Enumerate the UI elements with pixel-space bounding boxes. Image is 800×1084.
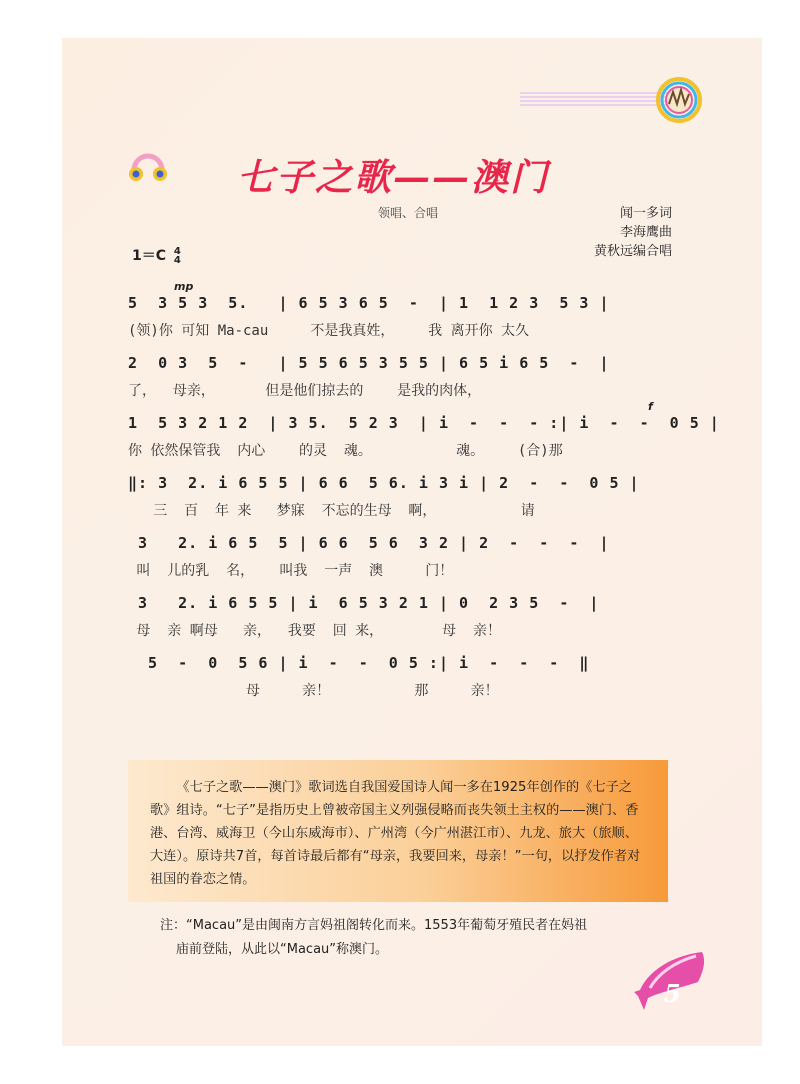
dynamic-mark: f — [648, 400, 653, 413]
page-number: 5 — [664, 979, 681, 1008]
performance-form: 领唱、合唱 — [378, 206, 439, 220]
lyric-line: 你 依然保管我 内心 的灵 魂。 魂。 (合)那 — [128, 443, 563, 459]
score-system — [128, 400, 720, 462]
score-system — [128, 642, 676, 702]
score-system — [128, 582, 676, 642]
score-system — [128, 522, 676, 582]
note-line: 3 2. i 6 5 5 | 6 6 5 6 3 2 | 2 - - - | — [128, 534, 610, 552]
lyric-line: (领)你 可知 Ma-cau 不是我真姓， 我 离开你 太久 — [128, 323, 530, 339]
lyric-line: 叫 儿的乳 名， 叫我 一声 澳 门！ — [128, 563, 454, 579]
footnote — [160, 914, 660, 962]
score-system — [128, 462, 676, 522]
footnote-line: 庙前登陆，从此以“Macau”称澳门。 — [176, 942, 389, 957]
dynamic-mark: mp — [174, 280, 194, 293]
score-system — [128, 282, 676, 342]
numbered-score — [128, 280, 720, 702]
lyric-line: 三 百 年 来 梦寐 不忘的生母 啊， 请 — [128, 503, 535, 519]
lyricist: 闻一多词 — [619, 206, 672, 221]
info-box — [128, 760, 668, 902]
lyric-line: 母 亲 啊母 亲， 我要 回 来， 母 亲！ — [128, 623, 502, 639]
key-label: 1＝C — [132, 248, 167, 264]
arranger: 黄秋远编合唱 — [593, 244, 672, 259]
headphones-icon — [126, 144, 170, 188]
info-text: 《七子之歌——澳门》歌词选自我国爱国诗人闻一多在1925年创作的《七子之歌》组诗。“七子”是指历史上曾被帝国主义列强侵略而丧失领土主权的——澳门、香港、台湾、威海卫（今山东威海市）、广州湾（今广州湛江市）、九龙、旅大（旅顺、大连）。原诗共7首，每首诗最后都有“母亲，我要回来，母亲！”一句，以抒发作者对祖国的眷恋之情。 — [150, 780, 641, 887]
note-line: 1 5 3 2 1 2 | 3 5. 5 2 3 | i - - - :| i - - 0 5 | — [128, 414, 720, 432]
page-number-badge — [630, 948, 710, 1018]
note-line: 3 2. i 6 5 5 | i 6 5 3 2 1 | 0 2 3 5 - | — [128, 594, 600, 612]
composer: 李海鹰曲 — [619, 225, 672, 240]
lyric-line: 母 亲！ 那 亲！ — [128, 683, 499, 699]
note-line: ‖: 3 2. i 6 5 5 | 6 6 5 6. i 3 i | 2 - - 0 5 | — [128, 474, 640, 492]
score-system — [128, 342, 676, 402]
footnote-line: 注：“Macau”是由闽南方言妈祖阁转化而来。1553年葡萄牙殖民者在妈祖 — [160, 918, 588, 933]
rainbow-emblem-icon — [655, 76, 703, 124]
note-line: 2 0 3 5 - | 5 5 6 5 3 5 5 | 6 5 i 6 5 - | — [128, 354, 610, 372]
time-signature: 4 4 — [173, 246, 181, 266]
lyric-line: 了， 母亲， 但是他们掠去的 是我的肉体， — [128, 383, 482, 399]
note-line: 5 - 0 5 6 | i - - 0 5 :| i - - - ‖ — [128, 654, 590, 672]
note-line: 5 3 5 3 5. | 6 5 3 6 5 - | 1 1 2 3 5 3 | — [128, 294, 610, 312]
song-title: 七子之歌——澳门 — [237, 155, 549, 199]
credits — [594, 204, 672, 261]
key-signature — [132, 245, 181, 265]
